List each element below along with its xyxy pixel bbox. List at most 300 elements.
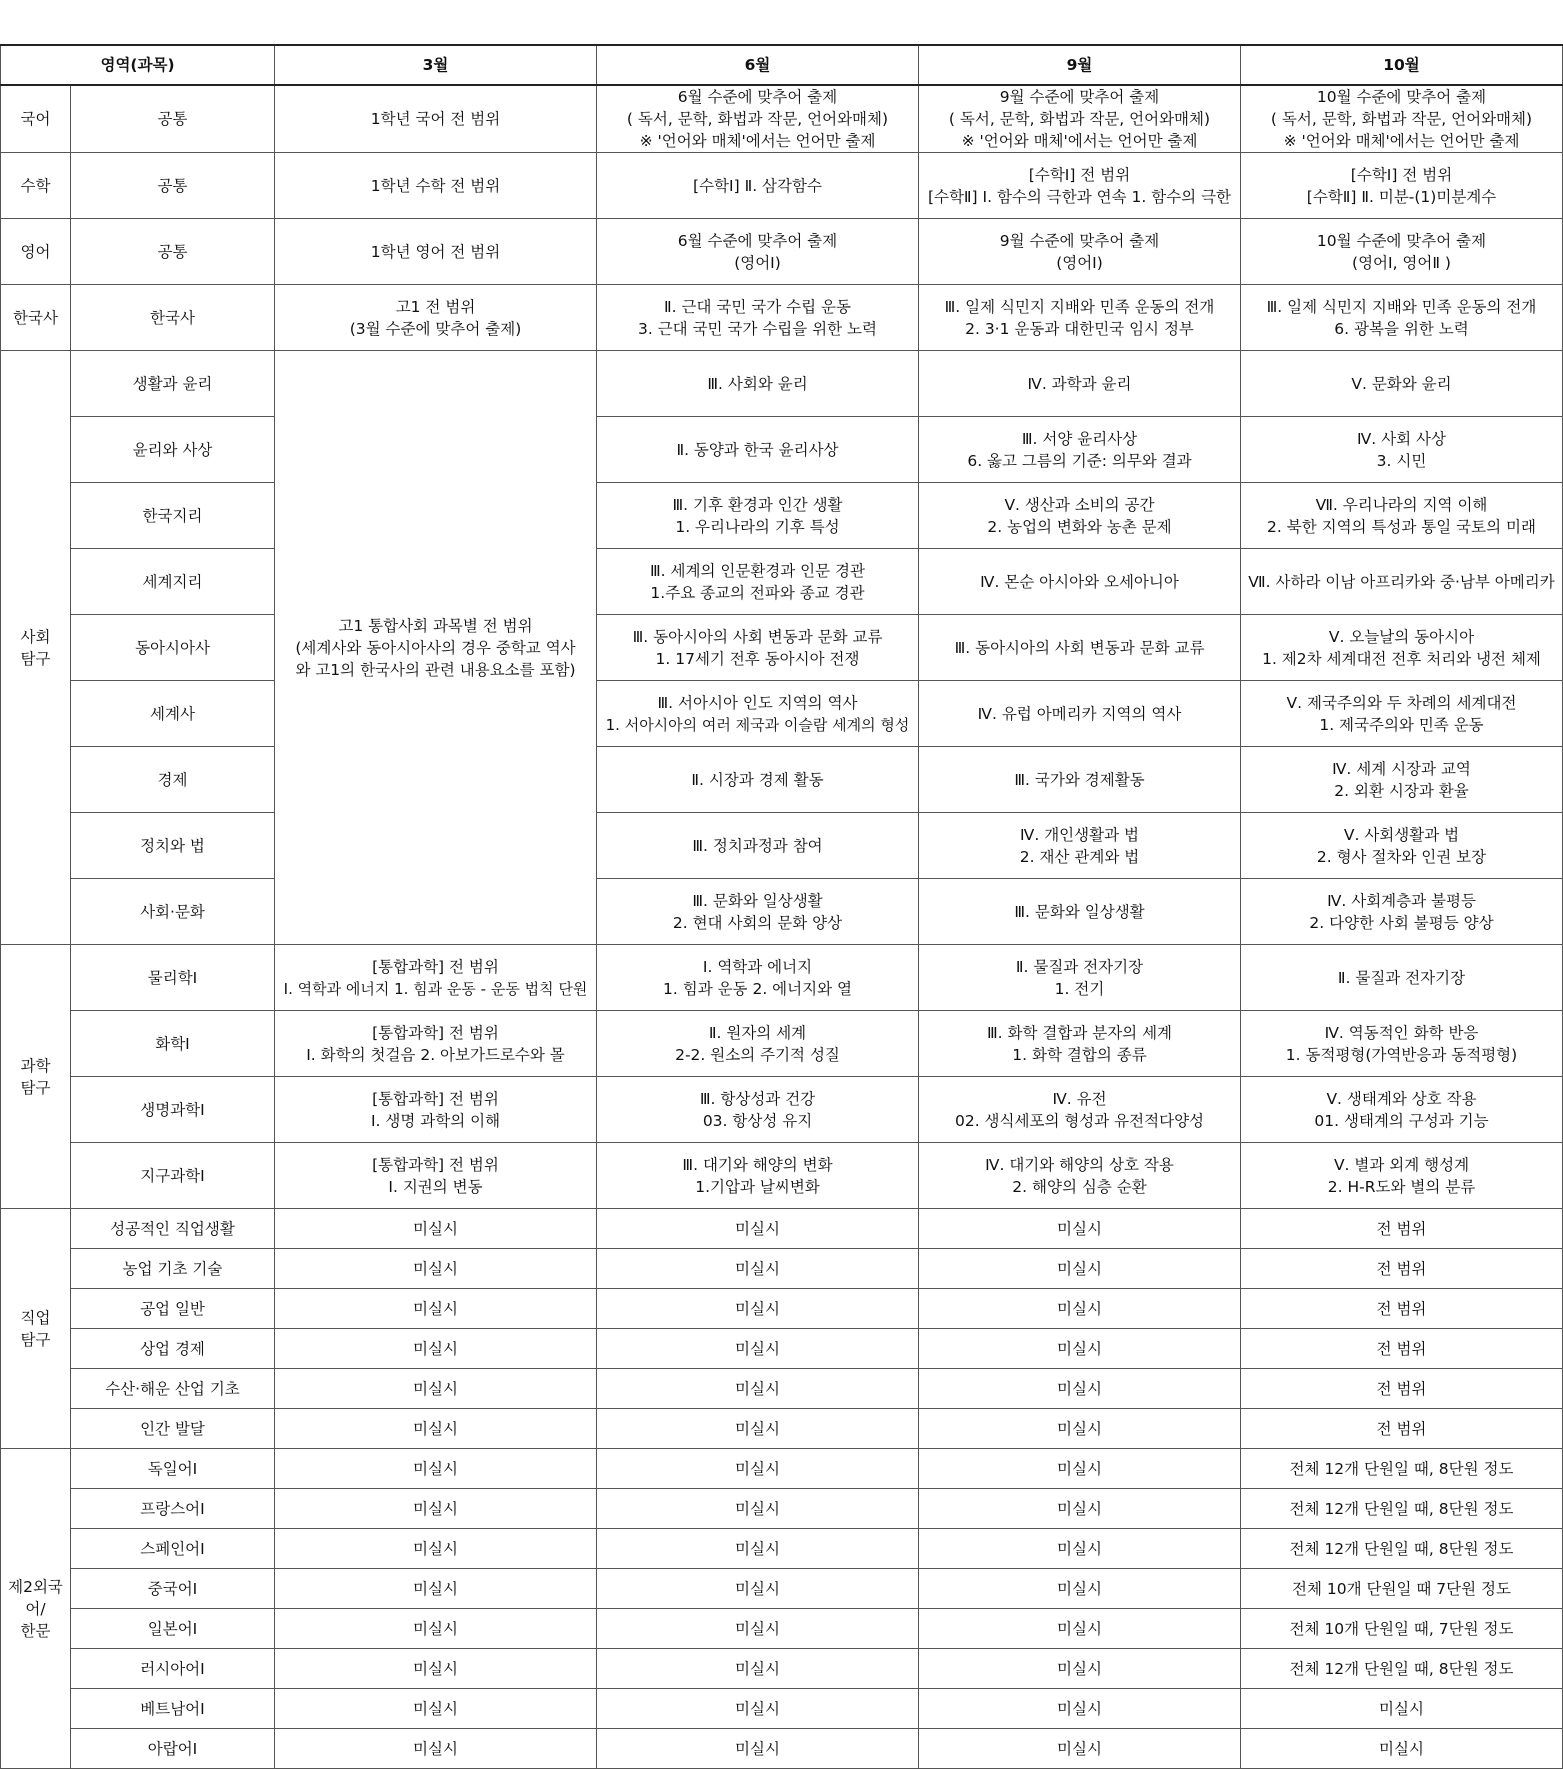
cell-line: 미실시 <box>1057 1539 1102 1558</box>
october-cell <box>1241 1011 1563 1077</box>
cell-line: 미실시 <box>735 1659 780 1678</box>
cell-line: 고1 전 범위 <box>395 297 476 316</box>
march-cell <box>275 1077 597 1143</box>
table-row <box>1 153 1563 219</box>
header-september: 9월 <box>919 45 1241 85</box>
cell-line: 2. 북한 지역의 특성과 통일 국토의 미래 <box>1267 517 1536 536</box>
march-cell <box>275 1529 597 1569</box>
cell-line: Ⅴ. 생산과 소비의 공간 <box>1004 495 1155 514</box>
cell-line: 미실시 <box>1057 1499 1102 1518</box>
june-cell <box>597 1011 919 1077</box>
cell-line: 03. 항상성 유지 <box>702 1111 813 1130</box>
march-cell <box>275 85 597 153</box>
cell-line: Ⅲ. 세계의 인문환경과 인문 경관 <box>650 561 865 580</box>
cell-line: [수학Ⅱ] Ⅱ. 미분-(1)미분계수 <box>1306 187 1497 206</box>
june-cell <box>597 1609 919 1649</box>
september-cell <box>919 1729 1241 1769</box>
cell-line: 국어 <box>20 110 51 128</box>
march-cell <box>275 219 597 285</box>
table-row <box>1 1289 1563 1329</box>
cell-line: 전 범위 <box>1376 1419 1427 1438</box>
cell-line: 수학 <box>20 176 51 195</box>
table-body <box>1 85 1563 1769</box>
cell-line: 미실시 <box>1057 1699 1102 1718</box>
cell-line: Ⅳ. 과학과 윤리 <box>1027 374 1132 393</box>
june-cell <box>597 1143 919 1209</box>
subject-cell: 한국사 <box>71 285 275 351</box>
cell-line: Ⅴ. 사회생활과 법 <box>1343 825 1460 844</box>
june-cell <box>597 549 919 615</box>
cell-line: 사회 <box>20 627 51 646</box>
october-cell <box>1241 813 1563 879</box>
cell-line: (영어Ⅰ) <box>1056 253 1103 272</box>
cell-line: 6월 수준에 맞추어 출제 <box>677 88 838 106</box>
area-cell <box>1 153 71 219</box>
september-cell <box>919 1249 1241 1289</box>
june-cell <box>597 1649 919 1689</box>
area-cell <box>1 351 71 945</box>
october-cell <box>1241 1729 1563 1769</box>
october-cell <box>1241 285 1563 351</box>
cell-line: 미실시 <box>413 1699 458 1718</box>
cell-line: 제2외국 <box>8 1577 63 1596</box>
october-cell <box>1241 1529 1563 1569</box>
cell-line: 10월 수준에 맞추어 출제 <box>1316 88 1487 106</box>
june-cell <box>597 1209 919 1249</box>
cell-line: Ⅰ. 생명 과학의 이해 <box>370 1111 501 1130</box>
cell-line: [통합과학] 전 범위 <box>372 1089 499 1108</box>
table-row <box>1 1529 1563 1569</box>
september-cell <box>919 351 1241 417</box>
cell-line: 전체 10개 단원일 때, 7단원 정도 <box>1289 1619 1514 1638</box>
march-cell <box>275 1329 597 1369</box>
table-row <box>1 747 1563 813</box>
cell-line: 전체 12개 단원일 때, 8단원 정도 <box>1289 1499 1514 1518</box>
cell-line: Ⅳ. 유럽 아메리카 지역의 역사 <box>977 704 1182 723</box>
cell-line: 미실시 <box>1057 1459 1102 1478</box>
september-cell <box>919 1449 1241 1489</box>
september-cell <box>919 1289 1241 1329</box>
september-cell <box>919 681 1241 747</box>
september-cell <box>919 85 1241 153</box>
cell-line: Ⅲ. 기후 환경과 인간 생활 <box>672 495 843 514</box>
june-cell <box>597 1689 919 1729</box>
cell-line: Ⅲ. 동아시아의 사회 변동과 문화 교류 <box>632 627 883 646</box>
table-row <box>1 549 1563 615</box>
june-cell <box>597 747 919 813</box>
september-cell <box>919 549 1241 615</box>
table-row <box>1 1369 1563 1409</box>
cell-line: 1.주요 종교의 전파와 종교 경관 <box>650 583 865 602</box>
october-cell <box>1241 1489 1563 1529</box>
cell-line: 미실시 <box>735 1499 780 1518</box>
cell-line: 한국사 <box>13 308 58 327</box>
june-cell <box>597 1569 919 1609</box>
september-cell <box>919 285 1241 351</box>
cell-line: [통합과학] 전 범위 <box>372 1155 499 1174</box>
cell-line: [수학Ⅰ] 전 범위 <box>1028 165 1131 184</box>
cell-line: 1. 힘과 운동 2. 에너지와 열 <box>663 979 852 998</box>
table-row <box>1 1489 1563 1529</box>
cell-line: 미실시 <box>1057 1339 1102 1358</box>
header-march: 3월 <box>275 45 597 85</box>
cell-line: 미실시 <box>413 1419 458 1438</box>
cell-line: Ⅰ. 역학과 에너지 1. 힘과 운동 - 운동 법칙 단원 <box>283 979 588 998</box>
area-cell <box>1 85 71 153</box>
september-cell <box>919 1077 1241 1143</box>
march-cell <box>275 1609 597 1649</box>
cell-line: Ⅴ. 별과 외계 행성계 <box>1333 1155 1470 1174</box>
cell-line: 미실시 <box>735 1739 780 1758</box>
march-cell <box>275 1369 597 1409</box>
cell-line: Ⅴ. 생태계와 상호 작용 <box>1326 1089 1477 1108</box>
cell-line: Ⅱ. 동양과 한국 윤리사상 <box>676 440 839 459</box>
cell-line: 미실시 <box>735 1459 780 1478</box>
june-cell <box>597 153 919 219</box>
june-cell <box>597 85 919 153</box>
cell-line: Ⅳ. 사회 사상 <box>1357 429 1446 448</box>
september-cell <box>919 1209 1241 1249</box>
subject-cell: 지구과학Ⅰ <box>71 1143 275 1209</box>
cell-line: 한문 <box>20 1621 51 1640</box>
cell-line: 미실시 <box>1057 1219 1102 1238</box>
cell-line: 3. 근대 국민 국가 수립을 위한 노력 <box>637 319 877 338</box>
october-cell <box>1241 1289 1563 1329</box>
october-cell <box>1241 747 1563 813</box>
subject-cell: 동아시아사 <box>71 615 275 681</box>
march-cell <box>275 285 597 351</box>
october-cell <box>1241 1609 1563 1649</box>
cell-line: 미실시 <box>1057 1259 1102 1278</box>
october-cell <box>1241 681 1563 747</box>
cell-line: Ⅲ. 문화와 일상생활 <box>1014 902 1145 921</box>
cell-line: 미실시 <box>413 1659 458 1678</box>
cell-line: 1. 제국주의와 민족 운동 <box>1319 715 1484 734</box>
cell-line: I. 역학과 에너지 <box>702 957 813 976</box>
cell-line: ※ '언어와 매체'에서는 언어만 출제 <box>639 132 876 150</box>
subject-cell: 프랑스어Ⅰ <box>71 1489 275 1529</box>
cell-line: 미실시 <box>735 1219 780 1238</box>
cell-line: (3월 수준에 맞추어 출제) <box>349 319 522 338</box>
cell-line: 1. 전기 <box>1054 979 1105 998</box>
cell-line: 전체 10개 단원일 때 7단원 정도 <box>1292 1579 1511 1598</box>
table-row <box>1 1011 1563 1077</box>
cell-line: 미실시 <box>1057 1739 1102 1758</box>
cell-line: ( 독서, 문학, 화법과 작문, 언어와매체) <box>626 110 889 128</box>
cell-line: Ⅳ. 대기와 해양의 상호 작용 <box>985 1155 1174 1174</box>
table-row <box>1 813 1563 879</box>
cell-line: Ⅲ. 항상성과 건강 <box>699 1089 816 1108</box>
subject-cell: 베트남어Ⅰ <box>71 1689 275 1729</box>
cell-line: 전체 12개 단원일 때, 8단원 정도 <box>1289 1539 1514 1558</box>
cell-line: 9월 수준에 맞추어 출제 <box>999 88 1160 106</box>
march-cell <box>275 1689 597 1729</box>
cell-line: Ⅲ. 일제 식민지 지배와 민족 운동의 전개 <box>1266 297 1537 316</box>
june-cell <box>597 879 919 945</box>
area-cell <box>1 945 71 1209</box>
cell-line: 2. 다양한 사회 불평등 양상 <box>1309 913 1494 932</box>
exam-scope-table <box>0 44 1563 1769</box>
cell-line: 2. 외환 시장과 환율 <box>1334 781 1469 800</box>
cell-line: Ⅰ. 지권의 변동 <box>388 1177 483 1196</box>
cell-line: Ⅴ. 제국주의와 두 차례의 세계대전 <box>1286 693 1517 712</box>
subject-cell: 세계사 <box>71 681 275 747</box>
table-row <box>1 483 1563 549</box>
cell-line: 탐구 <box>20 1078 51 1097</box>
september-cell <box>919 1011 1241 1077</box>
cell-line: 2. 3·1 운동과 대한민국 임시 정부 <box>965 319 1194 338</box>
subject-cell: 수산·해운 산업 기초 <box>71 1369 275 1409</box>
cell-line: 탐구 <box>20 1330 51 1349</box>
subject-cell: 공업 일반 <box>71 1289 275 1329</box>
october-cell <box>1241 549 1563 615</box>
subject-cell: 스페인어Ⅰ <box>71 1529 275 1569</box>
march-cell <box>275 1249 597 1289</box>
june-cell <box>597 1249 919 1289</box>
cell-line: ※ '언어와 매체'에서는 언어만 출제 <box>961 132 1198 150</box>
june-cell <box>597 1489 919 1529</box>
area-cell <box>1 1209 71 1449</box>
cell-line: [수학Ⅰ] Ⅱ. 삼각함수 <box>693 176 822 195</box>
area-cell <box>1 219 71 285</box>
june-cell <box>597 1329 919 1369</box>
october-cell <box>1241 351 1563 417</box>
october-cell <box>1241 219 1563 285</box>
table-row <box>1 879 1563 945</box>
cell-line: 미실시 <box>1379 1699 1424 1718</box>
subject-cell: 러시아어Ⅰ <box>71 1649 275 1689</box>
october-cell <box>1241 1143 1563 1209</box>
june-cell <box>597 483 919 549</box>
cell-line: 미실시 <box>735 1419 780 1438</box>
table-row <box>1 1329 1563 1369</box>
cell-line: 1. 제2차 세계대전 전후 처리와 냉전 체제 <box>1262 649 1541 668</box>
subject-cell: 공통 <box>71 153 275 219</box>
table-row <box>1 1143 1563 1209</box>
table-row <box>1 219 1563 285</box>
cell-line: Ⅰ. 화학의 첫걸음 2. 아보가드로수와 몰 <box>306 1045 565 1064</box>
header-row <box>1 45 1563 85</box>
subject-cell: 공통 <box>71 219 275 285</box>
cell-line: 미실시 <box>735 1339 780 1358</box>
october-cell <box>1241 1249 1563 1289</box>
table-row <box>1 945 1563 1011</box>
september-cell <box>919 219 1241 285</box>
september-cell <box>919 1649 1241 1689</box>
cell-line: Ⅶ. 우리나라의 지역 이해 <box>1315 495 1488 514</box>
october-cell <box>1241 153 1563 219</box>
table-row <box>1 1449 1563 1489</box>
cell-line: 1학년 수학 전 범위 <box>370 176 501 195</box>
cell-line: 전 범위 <box>1376 1219 1427 1238</box>
subject-cell: 농업 기초 기술 <box>71 1249 275 1289</box>
october-cell <box>1241 1329 1563 1369</box>
cell-line: Ⅱ. 원자의 세계 <box>708 1023 807 1042</box>
cell-line: 영어 <box>20 242 51 261</box>
subject-cell: 생활과 윤리 <box>71 351 275 417</box>
cell-line: (영어Ⅰ) <box>734 253 781 272</box>
september-cell <box>919 1369 1241 1409</box>
june-cell <box>597 813 919 879</box>
june-cell <box>597 1409 919 1449</box>
cell-line: 미실시 <box>1057 1619 1102 1638</box>
march-cell <box>275 1569 597 1609</box>
subject-cell: 경제 <box>71 747 275 813</box>
june-cell <box>597 285 919 351</box>
cell-line: 미실시 <box>413 1499 458 1518</box>
subject-cell: 아랍어Ⅰ <box>71 1729 275 1769</box>
march-cell <box>275 153 597 219</box>
subject-cell: 상업 경제 <box>71 1329 275 1369</box>
cell-line: 미실시 <box>413 1259 458 1278</box>
cell-line: 미실시 <box>735 1699 780 1718</box>
cell-line: 1. 서아시아의 여러 제국과 이슬람 세계의 형성 <box>605 715 910 734</box>
cell-line: 과학 <box>20 1056 51 1075</box>
cell-line: 1. 우리나라의 기후 특성 <box>675 517 840 536</box>
cell-line: 어/ <box>25 1599 46 1618</box>
cell-line: ( 독서, 문학, 화법과 작문, 언어와매체) <box>1270 110 1533 128</box>
table-row <box>1 417 1563 483</box>
october-cell <box>1241 879 1563 945</box>
cell-line: Ⅲ. 서양 윤리사상 <box>1021 429 1138 448</box>
cell-line: (세계사와 동아시아사의 경우 중학교 역사 <box>295 638 576 657</box>
cell-line: Ⅲ. 국가와 경제활동 <box>1014 770 1145 789</box>
cell-line: 01. 생태계의 구성과 기능 <box>1314 1111 1489 1130</box>
september-cell <box>919 879 1241 945</box>
cell-line: 1. 화학 결합의 종류 <box>1012 1045 1147 1064</box>
subject-cell: 화학Ⅰ <box>71 1011 275 1077</box>
october-cell <box>1241 1449 1563 1489</box>
cell-line: 미실시 <box>413 1459 458 1478</box>
table-row <box>1 285 1563 351</box>
cell-line: 2. 현대 사회의 문화 양상 <box>672 913 843 932</box>
table-row <box>1 1209 1563 1249</box>
cell-line: 2. 재산 관계와 법 <box>1019 847 1140 866</box>
cell-line: 1학년 영어 전 범위 <box>370 242 501 261</box>
cell-line: 미실시 <box>1057 1579 1102 1598</box>
march-cell <box>275 1409 597 1449</box>
october-cell <box>1241 615 1563 681</box>
june-cell <box>597 1369 919 1409</box>
cell-line: 미실시 <box>1057 1419 1102 1438</box>
subject-cell: 생명과학Ⅰ <box>71 1077 275 1143</box>
subject-cell: 윤리와 사상 <box>71 417 275 483</box>
cell-line: 미실시 <box>735 1259 780 1278</box>
table-row <box>1 1609 1563 1649</box>
table-row <box>1 1409 1563 1449</box>
cell-line: 미실시 <box>413 1299 458 1318</box>
cell-line: Ⅱ. 물질과 전자기장 <box>1015 957 1144 976</box>
september-cell <box>919 615 1241 681</box>
cell-line: 6. 광복을 위한 노력 <box>1334 319 1469 338</box>
cell-line: 전체 12개 단원일 때, 8단원 정도 <box>1289 1659 1514 1678</box>
cell-line: Ⅲ. 정치과정과 참여 <box>692 836 823 855</box>
cell-line: Ⅳ. 몬순 아시아와 오세아니아 <box>980 572 1179 591</box>
cell-line: 미실시 <box>413 1219 458 1238</box>
june-cell <box>597 1449 919 1489</box>
cell-line: Ⅲ. 동아시아의 사회 변동과 문화 교류 <box>954 638 1205 657</box>
june-cell <box>597 417 919 483</box>
table-row <box>1 1249 1563 1289</box>
cell-line: 탐구 <box>20 649 51 668</box>
cell-line: 2-2. 원소의 주기적 성질 <box>675 1045 840 1064</box>
cell-line: Ⅱ. 시장과 경제 활동 <box>691 770 824 789</box>
subject-cell: 성공적인 직업생활 <box>71 1209 275 1249</box>
cell-line: 미실시 <box>413 1379 458 1398</box>
cell-line: 2. 형사 절차와 인권 보장 <box>1316 847 1487 866</box>
october-cell <box>1241 1077 1563 1143</box>
september-cell <box>919 417 1241 483</box>
cell-line: Ⅳ. 세계 시장과 교역 <box>1332 759 1471 778</box>
june-cell <box>597 219 919 285</box>
cell-line: 전 범위 <box>1376 1299 1427 1318</box>
table-row <box>1 1649 1563 1689</box>
september-cell <box>919 1569 1241 1609</box>
june-cell <box>597 1529 919 1569</box>
march-cell <box>275 1143 597 1209</box>
june-cell <box>597 1289 919 1329</box>
cell-line: 1학년 국어 전 범위 <box>370 110 501 128</box>
cell-line: [통합과학] 전 범위 <box>372 957 499 976</box>
subject-cell: 인간 발달 <box>71 1409 275 1449</box>
september-cell <box>919 1489 1241 1529</box>
area-cell <box>1 1449 71 1769</box>
cell-line: Ⅳ. 역동적인 화학 반응 <box>1324 1023 1479 1042</box>
cell-line: 미실시 <box>735 1299 780 1318</box>
june-cell <box>597 1729 919 1769</box>
subject-cell: 세계지리 <box>71 549 275 615</box>
cell-line: Ⅲ. 문화와 일상생활 <box>692 891 823 910</box>
header-october: 10월 <box>1241 45 1563 85</box>
cell-line: Ⅴ. 오늘날의 동아시아 <box>1328 627 1475 646</box>
march-cell <box>275 1289 597 1329</box>
cell-line: 1. 동적평형(가역반응과 동적평형) <box>1285 1045 1518 1064</box>
cell-line: ※ '언어와 매체'에서는 언어만 출제 <box>1283 132 1520 150</box>
march-cell <box>275 1209 597 1249</box>
cell-line: 미실시 <box>735 1379 780 1398</box>
cell-line: Ⅳ. 사회계층과 불평등 <box>1327 891 1476 910</box>
cell-line: 6월 수준에 맞추어 출제 <box>677 231 838 250</box>
table-row <box>1 615 1563 681</box>
cell-line: Ⅳ. 유전 <box>1052 1089 1107 1108</box>
march-cell <box>275 1011 597 1077</box>
october-cell <box>1241 1569 1563 1609</box>
october-cell <box>1241 1409 1563 1449</box>
june-cell <box>597 1077 919 1143</box>
cell-line: 10월 수준에 맞추어 출제 <box>1316 231 1487 250</box>
september-cell <box>919 1529 1241 1569</box>
subject-cell: 물리학Ⅰ <box>71 945 275 1011</box>
table-row <box>1 1569 1563 1609</box>
cell-line: Ⅱ. 물질과 전자기장 <box>1337 968 1466 987</box>
october-cell <box>1241 417 1563 483</box>
subject-cell: 정치와 법 <box>71 813 275 879</box>
cell-line: 고1 통합사회 과목별 전 범위 <box>338 616 533 635</box>
cell-line: 미실시 <box>413 1339 458 1358</box>
cell-line: 미실시 <box>735 1619 780 1638</box>
cell-line: (영어Ⅰ, 영어Ⅱ ) <box>1352 253 1451 272</box>
october-cell <box>1241 85 1563 153</box>
cell-line: 전 범위 <box>1376 1339 1427 1358</box>
march-cell <box>275 1449 597 1489</box>
cell-line: 1.기압과 날씨변화 <box>695 1177 820 1196</box>
table-row <box>1 681 1563 747</box>
cell-line: 미실시 <box>1057 1659 1102 1678</box>
cell-line: [통합과학] 전 범위 <box>372 1023 499 1042</box>
cell-line: 미실시 <box>1057 1299 1102 1318</box>
table-row <box>1 1689 1563 1729</box>
subject-cell: 한국지리 <box>71 483 275 549</box>
